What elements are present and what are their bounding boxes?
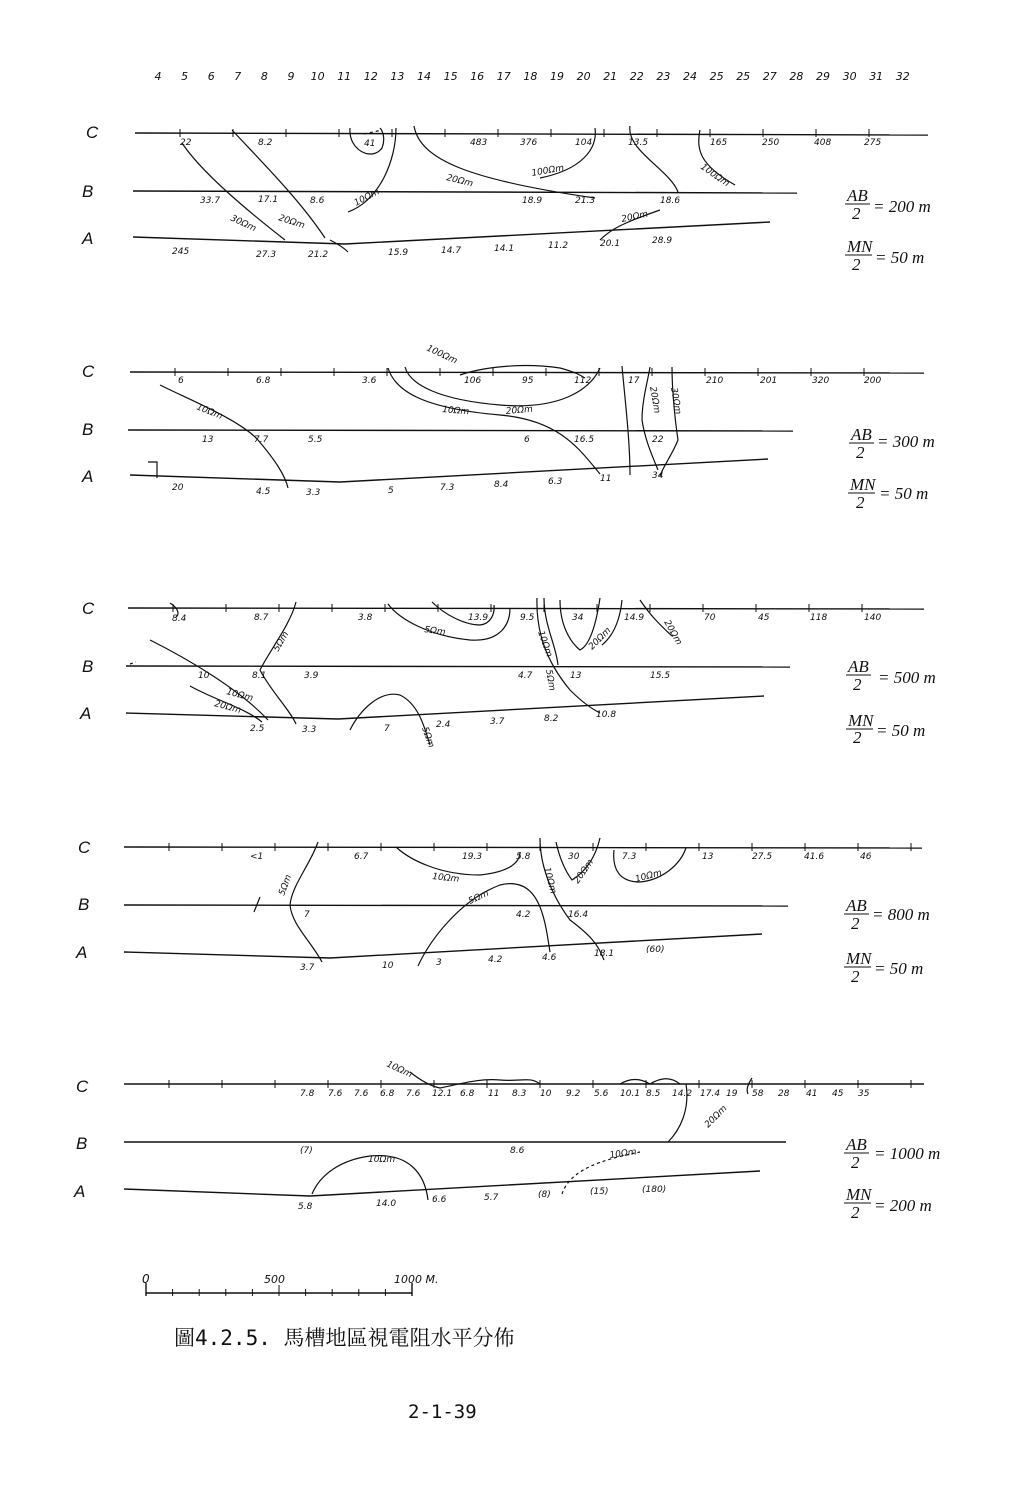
value-label: (60) xyxy=(646,945,665,955)
value-label: (180) xyxy=(642,1185,667,1195)
value-label: (15) xyxy=(590,1187,609,1197)
page-number: 2-1-39 xyxy=(408,1401,477,1423)
row-label-c: C xyxy=(82,599,95,618)
contour-label: 5Ωm xyxy=(419,725,436,750)
value-label: 9.2 xyxy=(566,1089,581,1099)
row-label-a: A xyxy=(80,704,92,723)
station-number: 10 xyxy=(310,70,325,83)
value-label: <1 xyxy=(250,852,264,862)
value-label: 10 xyxy=(198,671,210,681)
value-label: 15.5 xyxy=(650,671,671,681)
mn-label: MN xyxy=(846,949,872,968)
station-number: 19 xyxy=(550,70,564,83)
value-label: 5 xyxy=(388,486,394,496)
contour-label: 30Ωm xyxy=(668,386,683,416)
value-label: 6.6 xyxy=(432,1195,447,1205)
contour-line xyxy=(388,368,600,474)
values-c xyxy=(180,138,881,149)
panel-ab-500 xyxy=(79,598,936,749)
value-label: 200 xyxy=(864,376,882,386)
station-number: 29 xyxy=(816,70,830,83)
station-number: 32 xyxy=(895,70,910,83)
value-label: 7 xyxy=(304,910,310,920)
value-label: 28.9 xyxy=(652,236,673,246)
value-label: 7.8 xyxy=(300,1089,315,1099)
values-c xyxy=(178,376,881,386)
scale-end-label: 1000 M. xyxy=(394,1273,439,1286)
value-label: 483 xyxy=(470,138,488,148)
value-label: 14.9 xyxy=(624,613,645,623)
line-b xyxy=(124,905,788,906)
value-label: 20.1 xyxy=(600,239,621,249)
value-label: 3 xyxy=(436,958,442,968)
value-label: 8.4 xyxy=(494,480,509,490)
mn-label: MN xyxy=(848,711,874,730)
value-label: (7) xyxy=(300,1146,313,1156)
line-c xyxy=(128,608,924,609)
ab-value: = 1000 m xyxy=(874,1144,941,1163)
value-label: 17 xyxy=(628,376,640,386)
contour-line xyxy=(388,604,510,640)
value-label: 45 xyxy=(758,613,770,623)
ab-value: = 800 m xyxy=(872,905,930,924)
value-label: 18.9 xyxy=(522,196,543,206)
contour-label: 10Ωm xyxy=(431,872,460,885)
scale-start-label: 0 xyxy=(142,1272,150,1286)
contour-label: 10Ωm xyxy=(225,687,254,704)
line-c xyxy=(124,847,922,848)
value-label: 9.5 xyxy=(520,613,535,623)
ab-label: AB xyxy=(847,186,868,205)
value-label: 13 xyxy=(570,671,582,681)
values-c xyxy=(300,1089,870,1099)
value-label: 3.3 xyxy=(302,725,317,735)
value-label: 320 xyxy=(812,376,830,386)
value-label: 95 xyxy=(522,376,534,386)
contour-line xyxy=(630,126,678,192)
mn-divisor: 2 xyxy=(853,728,862,747)
electrode-params xyxy=(844,1135,940,1222)
value-label: 3.9 xyxy=(304,671,319,681)
value-label: 14.0 xyxy=(376,1199,397,1209)
station-number: 21 xyxy=(603,70,618,83)
value-label: 7 xyxy=(384,724,390,734)
station-number: 23 xyxy=(656,70,671,83)
row-label-a: A xyxy=(74,1182,86,1201)
contour-label: 20Ωm xyxy=(587,625,614,653)
value-label: 250 xyxy=(762,138,780,148)
value-label: 275 xyxy=(864,138,882,148)
panel-ab-1000 xyxy=(73,1060,940,1222)
value-label: 6.8 xyxy=(380,1089,395,1099)
value-label: 13.9 xyxy=(468,613,489,623)
value-label: 4.6 xyxy=(542,953,557,963)
line-b xyxy=(128,430,793,431)
value-label: 8.4 xyxy=(172,614,187,624)
station-number: 27 xyxy=(762,70,777,83)
value-label: 3.7 xyxy=(300,963,315,973)
station-number: 6 xyxy=(207,70,215,83)
value-label: 376 xyxy=(520,138,538,148)
value-label: 20 xyxy=(172,483,184,493)
station-number: 25 xyxy=(709,70,724,83)
contour-label: 20Ωm xyxy=(572,857,597,886)
row-label-b: B xyxy=(82,657,94,676)
value-label: 17.1 xyxy=(258,195,279,205)
contour-label: 10Ωm xyxy=(541,866,558,895)
contour-label: 20Ωm xyxy=(647,385,662,415)
value-label: 8.5 xyxy=(646,1089,661,1099)
ab-value: = 500 m xyxy=(878,668,936,687)
value-label: 3.7 xyxy=(490,717,505,727)
value-label: 11 xyxy=(488,1089,500,1099)
value-label: 8.1 xyxy=(252,671,267,681)
ab-label: AB xyxy=(846,1135,867,1154)
mn-value: = 50 m xyxy=(875,248,925,267)
mn-divisor: 2 xyxy=(856,493,865,512)
scale-mid-label: 500 xyxy=(264,1273,285,1286)
station-number-row xyxy=(155,70,910,83)
value-label: 104 xyxy=(575,138,593,148)
value-label: 7.3 xyxy=(622,852,637,862)
station-number: 17 xyxy=(496,70,511,83)
contour-label: 5Ωm xyxy=(277,873,295,898)
station-number: 13 xyxy=(390,70,405,83)
value-label: 14.2 xyxy=(672,1089,693,1099)
value-label: 27.5 xyxy=(752,852,773,862)
contour-label: 20Ωm xyxy=(620,209,650,225)
value-label: 18.1 xyxy=(594,949,615,959)
value-label: (8) xyxy=(538,1190,551,1200)
station-number: 16 xyxy=(470,70,485,83)
contour-label: 5Ωm xyxy=(467,888,491,907)
value-label: 165 xyxy=(710,138,728,148)
values-b xyxy=(300,1146,525,1156)
contour-label: 20Ωm xyxy=(661,618,684,647)
contour-label: 10Ωm xyxy=(352,187,382,209)
station-number: 18 xyxy=(523,70,538,83)
value-label: 27.3 xyxy=(256,250,277,260)
contour-label: 10Ωm xyxy=(535,629,554,659)
contour-label: 10Ωm xyxy=(194,402,224,422)
value-label: 5.7 xyxy=(484,1193,499,1203)
contour-label: 5Ωm xyxy=(271,629,292,654)
contour-line xyxy=(414,126,595,198)
value-label: 4.7 xyxy=(518,671,533,681)
station-number: 25 xyxy=(736,70,751,83)
electrode-params xyxy=(845,186,931,274)
contour-label: 20Ωm xyxy=(445,173,474,190)
station-number: 14 xyxy=(417,70,431,83)
contour-label: 100Ωm xyxy=(530,163,565,179)
value-label: 22 xyxy=(652,435,664,445)
line-b xyxy=(133,191,797,193)
line-c xyxy=(130,372,924,373)
value-label: 3.8 xyxy=(358,613,373,623)
figure-caption: 圖4.2.5. 馬槽地區視電阻水平分佈 xyxy=(174,1326,515,1350)
contour-label: 100Ωm xyxy=(698,162,731,190)
value-label: 5.6 xyxy=(594,1089,609,1099)
panel-ab-300 xyxy=(81,344,935,512)
ab-divisor: 2 xyxy=(853,675,862,694)
contour-label: 10Ωm xyxy=(441,405,470,418)
row-label-a: A xyxy=(82,229,94,248)
station-number: 20 xyxy=(576,70,591,83)
ab-label: AB xyxy=(848,657,869,676)
value-label: 30 xyxy=(568,852,580,862)
value-label: 14.1 xyxy=(494,244,515,254)
contour-line xyxy=(160,385,288,488)
value-label: 5.8 xyxy=(298,1202,313,1212)
value-label: 6 xyxy=(524,435,530,445)
value-label: 33.7 xyxy=(200,196,221,206)
electrode-params xyxy=(844,896,930,986)
value-label: 34 xyxy=(652,471,664,481)
row-label-b: B xyxy=(78,895,90,914)
row-label-c: C xyxy=(78,838,91,857)
line-b xyxy=(126,666,790,667)
value-label: 6 xyxy=(178,376,184,386)
value-label: 17.4 xyxy=(700,1089,721,1099)
station-number: 22 xyxy=(629,70,644,83)
value-label: 19.3 xyxy=(462,852,483,862)
mn-label: MN xyxy=(846,1185,872,1204)
value-label: 140 xyxy=(864,613,882,623)
panel-ab-800 xyxy=(75,838,930,986)
value-label: 4.2 xyxy=(488,955,503,965)
contour-label: 5Ωm xyxy=(543,668,557,692)
value-label: 6.8 xyxy=(256,376,271,386)
value-label: 10.8 xyxy=(596,710,617,720)
row-label-c: C xyxy=(76,1077,89,1096)
contour-label: 20Ωm xyxy=(213,699,242,716)
values-b xyxy=(200,195,680,206)
value-label: 6.3 xyxy=(548,477,563,487)
value-label: 15.9 xyxy=(388,248,409,258)
ab-label: AB xyxy=(851,425,872,444)
contour-line xyxy=(410,1072,540,1088)
value-label: 13 xyxy=(202,435,214,445)
contour-line xyxy=(660,367,678,476)
value-label: 45 xyxy=(832,1089,844,1099)
contour-label: 10Ωm xyxy=(609,1147,638,1161)
value-label: 21.2 xyxy=(308,250,329,260)
value-label: 35 xyxy=(858,1089,870,1099)
value-label: 19 xyxy=(726,1089,738,1099)
station-number: 15 xyxy=(443,70,458,83)
row-label-b: B xyxy=(76,1134,88,1153)
contours xyxy=(130,598,684,749)
value-label: 18.6 xyxy=(660,196,681,206)
value-label: 34 xyxy=(572,613,584,623)
value-label: 46 xyxy=(860,852,872,862)
contour-label: 10Ωm xyxy=(634,868,663,885)
ab-label: AB xyxy=(846,896,867,915)
value-label: 8.2 xyxy=(544,714,559,724)
contours xyxy=(160,344,683,488)
line-c xyxy=(135,133,928,135)
value-label: 408 xyxy=(814,138,832,148)
scale-bar xyxy=(142,1272,438,1296)
values-a xyxy=(172,471,664,498)
value-label: 21.3 xyxy=(575,196,596,206)
line-a xyxy=(133,222,770,244)
value-label: 7.3 xyxy=(440,483,455,493)
value-label: 106 xyxy=(464,376,482,386)
value-label: 13.5 xyxy=(628,138,649,148)
row-label-a: A xyxy=(76,943,88,962)
value-label: 16.4 xyxy=(568,910,589,920)
value-label: 3.6 xyxy=(362,376,377,386)
contour-label: 10Ωm xyxy=(384,1059,414,1081)
value-label: 58 xyxy=(752,1089,764,1099)
value-label: 2.5 xyxy=(250,724,265,734)
contour-label: 30Ωm xyxy=(228,213,258,235)
mn-divisor: 2 xyxy=(851,1203,860,1222)
station-number: 24 xyxy=(683,70,697,83)
line-a xyxy=(130,459,768,482)
mn-label: MN xyxy=(847,237,873,256)
value-label: 7.6 xyxy=(328,1089,343,1099)
value-label: 6.8 xyxy=(460,1089,475,1099)
station-number: 9 xyxy=(287,70,295,83)
value-label: 5.5 xyxy=(308,435,323,445)
station-number: 12 xyxy=(363,70,378,83)
value-label: 245 xyxy=(172,247,190,257)
contour-line xyxy=(396,847,520,875)
value-label: 5.8 xyxy=(516,852,531,862)
mn-value: = 50 m xyxy=(874,959,924,978)
value-label: 201 xyxy=(760,376,778,386)
values-a xyxy=(298,1185,666,1212)
row-label-b: B xyxy=(82,182,94,201)
values-b xyxy=(198,671,670,681)
value-label: 12.1 xyxy=(432,1089,453,1099)
value-label: 10.1 xyxy=(620,1089,641,1099)
row-label-a: A xyxy=(82,467,94,486)
value-label: 6.7 xyxy=(354,852,369,862)
line-a xyxy=(124,934,762,958)
ab-value: = 200 m xyxy=(873,197,931,216)
value-label: 16.5 xyxy=(574,435,595,445)
value-label: 210 xyxy=(706,376,724,386)
ab-divisor: 2 xyxy=(851,1153,860,1172)
value-label: 14.7 xyxy=(441,246,462,256)
station-number: 5 xyxy=(181,70,189,83)
values-c xyxy=(172,613,881,624)
value-label: 7.7 xyxy=(254,435,269,445)
contour-label: 5Ωm xyxy=(423,625,447,638)
ab-divisor: 2 xyxy=(852,204,861,223)
mn-value: = 50 m xyxy=(879,484,929,503)
station-number: 30 xyxy=(842,70,857,83)
station-number: 4 xyxy=(154,70,162,83)
contour-line xyxy=(620,1079,680,1084)
mn-value: = 50 m xyxy=(876,721,926,740)
value-label: 112 xyxy=(574,376,592,386)
station-number: 8 xyxy=(260,70,268,83)
mn-divisor: 2 xyxy=(851,967,860,986)
value-label: 7.6 xyxy=(406,1089,421,1099)
value-label: 10 xyxy=(540,1089,552,1099)
ab-value: = 300 m xyxy=(877,432,935,451)
value-label: 11 xyxy=(600,474,612,484)
value-label: 22 xyxy=(180,138,192,148)
panel-ab-200 xyxy=(81,123,931,274)
value-label: 41 xyxy=(364,139,376,149)
contour-line xyxy=(330,240,348,252)
value-label: 8.6 xyxy=(510,1146,525,1156)
station-number: 11 xyxy=(337,70,352,83)
ab-divisor: 2 xyxy=(856,443,865,462)
values-b xyxy=(202,435,664,445)
value-label: 41.6 xyxy=(804,852,825,862)
contour-label: 20Ωm xyxy=(703,1103,730,1131)
contour-line xyxy=(290,842,322,962)
contour-line xyxy=(130,662,136,664)
contours xyxy=(312,1060,752,1200)
value-label: 8.7 xyxy=(254,613,269,623)
mn-label: MN xyxy=(850,475,876,494)
value-label: 13 xyxy=(702,852,714,862)
value-label: 28 xyxy=(778,1089,790,1099)
contour-line xyxy=(642,367,658,470)
value-label: 41 xyxy=(806,1089,818,1099)
value-label: 3.3 xyxy=(306,488,321,498)
values-b xyxy=(304,910,588,920)
row-label-b: B xyxy=(82,420,94,439)
electrode-params xyxy=(846,657,936,747)
mn-divisor: 2 xyxy=(852,255,861,274)
value-label: 4.2 xyxy=(516,910,531,920)
ab-divisor: 2 xyxy=(851,914,860,933)
value-label: 8.3 xyxy=(512,1089,527,1099)
value-label: 8.6 xyxy=(310,196,325,206)
value-label: 70 xyxy=(704,613,716,623)
value-label: 4.5 xyxy=(256,487,271,497)
value-label: 8.2 xyxy=(258,138,273,148)
contour-label: 20Ωm xyxy=(505,404,534,417)
value-label: 2.4 xyxy=(436,720,451,730)
contour-label: 100Ωm xyxy=(424,343,459,367)
station-number: 28 xyxy=(789,70,804,83)
station-number: 7 xyxy=(234,70,242,83)
value-label: 10 xyxy=(382,961,394,971)
value-label: 7.6 xyxy=(354,1089,369,1099)
electrode-params xyxy=(848,425,935,512)
row-label-c: C xyxy=(82,362,95,381)
contour-line xyxy=(350,694,430,745)
contour-label: 10Ωm xyxy=(368,1155,396,1165)
value-label: 118 xyxy=(810,613,828,623)
contour-label: 20Ωm xyxy=(277,213,306,232)
value-label: 11.2 xyxy=(548,241,569,251)
row-label-c: C xyxy=(86,123,99,142)
mn-value: = 200 m xyxy=(874,1196,932,1215)
station-number: 31 xyxy=(869,70,884,83)
